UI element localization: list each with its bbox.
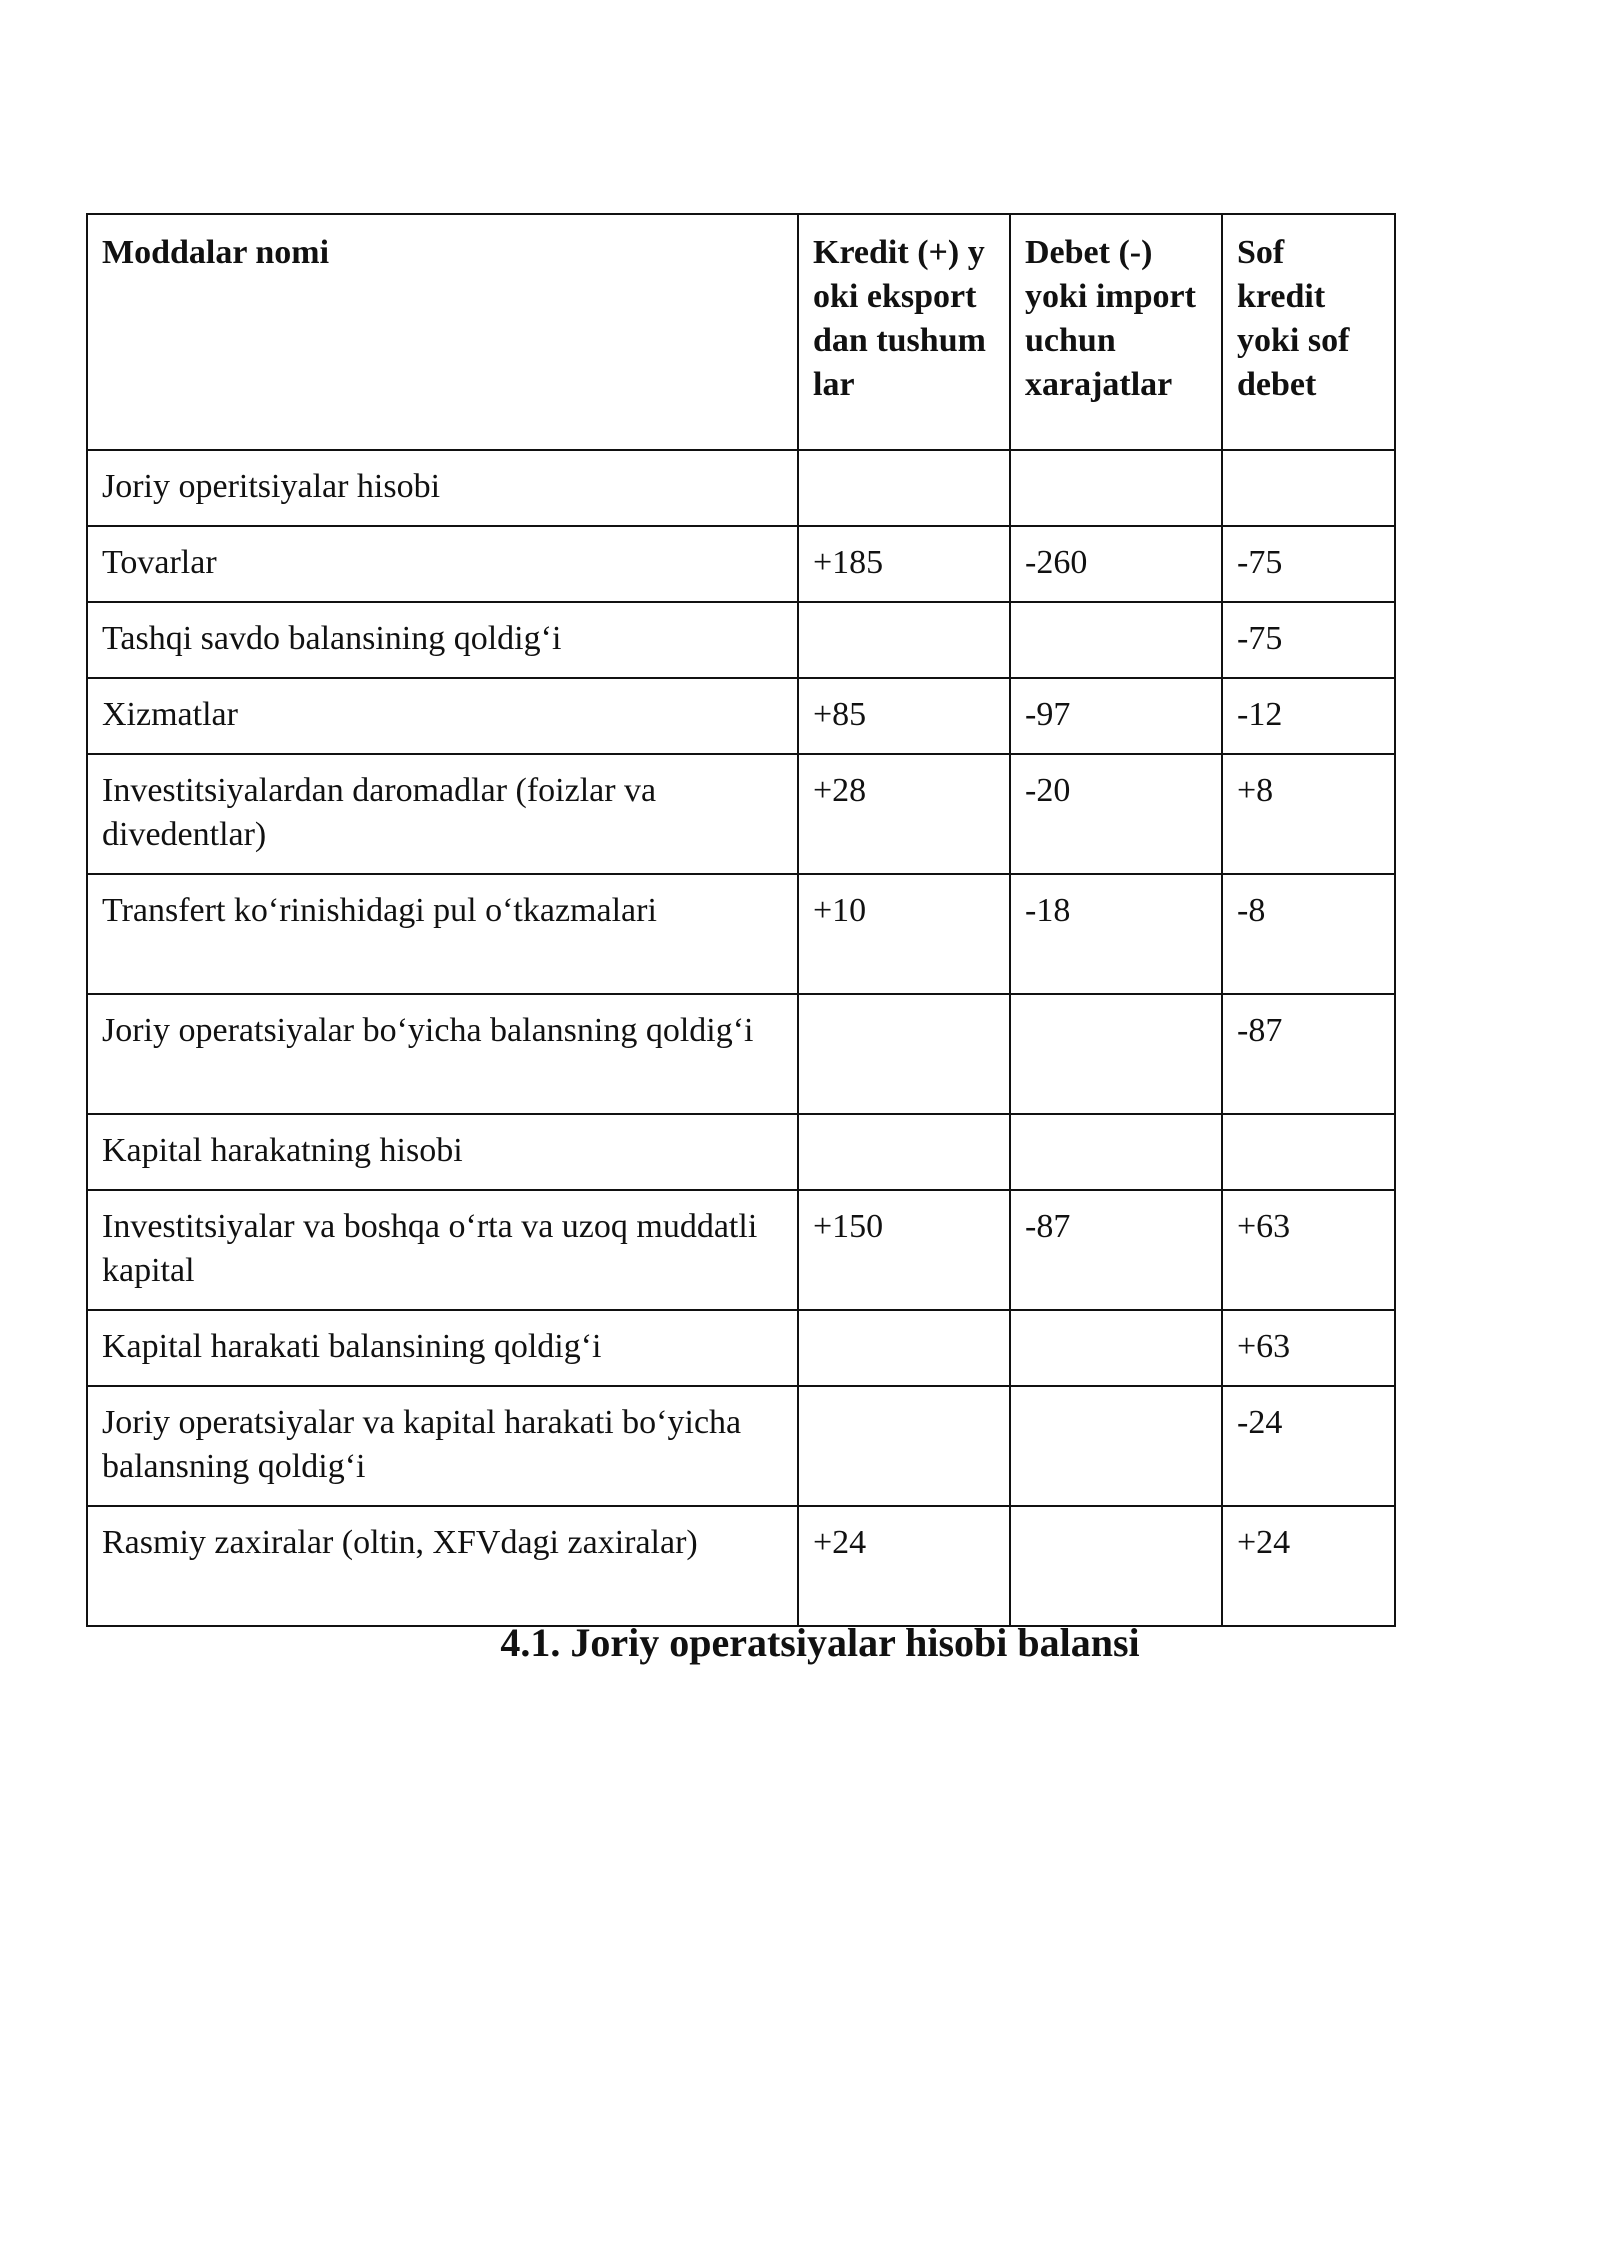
table-row: [87, 1190, 1395, 1310]
header-sof: Sof kredit yoki sof debet: [1222, 214, 1395, 450]
header-kredit: Kredit (+) yoki eksportdan tushumlar: [798, 214, 1010, 450]
kredit-cell: +85: [798, 678, 1010, 754]
row-label: Tovarlar: [87, 526, 798, 602]
sof-cell: -75: [1222, 602, 1395, 678]
row-label: Transfert ko‘rinishidagi pul o‘tkazmalari: [87, 874, 798, 994]
sof-cell: -24: [1222, 1386, 1395, 1506]
debet-cell: [1010, 450, 1222, 526]
kredit-cell: +185: [798, 526, 1010, 602]
table-header-row: [87, 214, 1395, 450]
row-label: Joriy operatsiyalar bo‘yicha balansning qoldig‘i: [87, 994, 798, 1114]
kredit-cell: [798, 1386, 1010, 1506]
row-label: Joriy operatsiyalar va kapital harakati bo‘yicha balansning qoldig‘i: [87, 1386, 798, 1506]
table-row: [87, 450, 1395, 526]
table-row: [87, 602, 1395, 678]
kredit-cell: [798, 1310, 1010, 1386]
debet-cell: [1010, 994, 1222, 1114]
table-row: [87, 1310, 1395, 1386]
debet-cell: [1010, 1310, 1222, 1386]
row-label: Investitsiyalardan daromadlar (foizlar va divedentlar): [87, 754, 798, 874]
sof-cell: +63: [1222, 1190, 1395, 1310]
kredit-cell: +28: [798, 754, 1010, 874]
kredit-cell: +24: [798, 1506, 1010, 1626]
debet-cell: [1010, 1114, 1222, 1190]
kredit-cell: +150: [798, 1190, 1010, 1310]
sof-cell: -75: [1222, 526, 1395, 602]
table-row: [87, 678, 1395, 754]
table-row: [87, 754, 1395, 874]
sof-cell: [1222, 450, 1395, 526]
sof-cell: +63: [1222, 1310, 1395, 1386]
table-row: [87, 994, 1395, 1114]
sof-cell: [1222, 1114, 1395, 1190]
row-label: Rasmiy zaxiralar (oltin, XFVdagi zaxiralar): [87, 1506, 798, 1626]
debet-cell: -97: [1010, 678, 1222, 754]
kredit-cell: [798, 602, 1010, 678]
row-label: Joriy operitsiyalar hisobi: [87, 450, 798, 526]
sof-cell: -87: [1222, 994, 1395, 1114]
table-row: [87, 1114, 1395, 1190]
header-debet: Debet (-) yoki import uchun xarajatlar: [1010, 214, 1222, 450]
row-label: Kapital harakatning hisobi: [87, 1114, 798, 1190]
table-row: [87, 526, 1395, 602]
row-label: Tashqi savdo balansining qoldig‘i: [87, 602, 798, 678]
table-caption: 4.1. Joriy operatsiyalar hisobi balansi: [500, 1620, 1140, 1665]
sof-cell: +8: [1222, 754, 1395, 874]
debet-cell: [1010, 1506, 1222, 1626]
debet-cell: -18: [1010, 874, 1222, 994]
kredit-cell: [798, 994, 1010, 1114]
row-label: Investitsiyalar va boshqa o‘rta va uzoq muddatli kapital: [87, 1190, 798, 1310]
table-row: [87, 874, 1395, 994]
kredit-cell: +10: [798, 874, 1010, 994]
sof-cell: +24: [1222, 1506, 1395, 1626]
debet-cell: -87: [1010, 1190, 1222, 1310]
row-label: Kapital harakati balansining qoldig‘i: [87, 1310, 798, 1386]
kredit-cell: [798, 450, 1010, 526]
table-row: [87, 1506, 1395, 1626]
sof-cell: -8: [1222, 874, 1395, 994]
debet-cell: [1010, 602, 1222, 678]
table-row: [87, 1386, 1395, 1506]
header-moddalar-nomi: Moddalar nomi: [87, 214, 798, 450]
kredit-cell: [798, 1114, 1010, 1190]
debet-cell: -20: [1010, 754, 1222, 874]
balance-table: [86, 213, 1396, 1627]
debet-cell: -260: [1010, 526, 1222, 602]
sof-cell: -12: [1222, 678, 1395, 754]
debet-cell: [1010, 1386, 1222, 1506]
row-label: Xizmatlar: [87, 678, 798, 754]
